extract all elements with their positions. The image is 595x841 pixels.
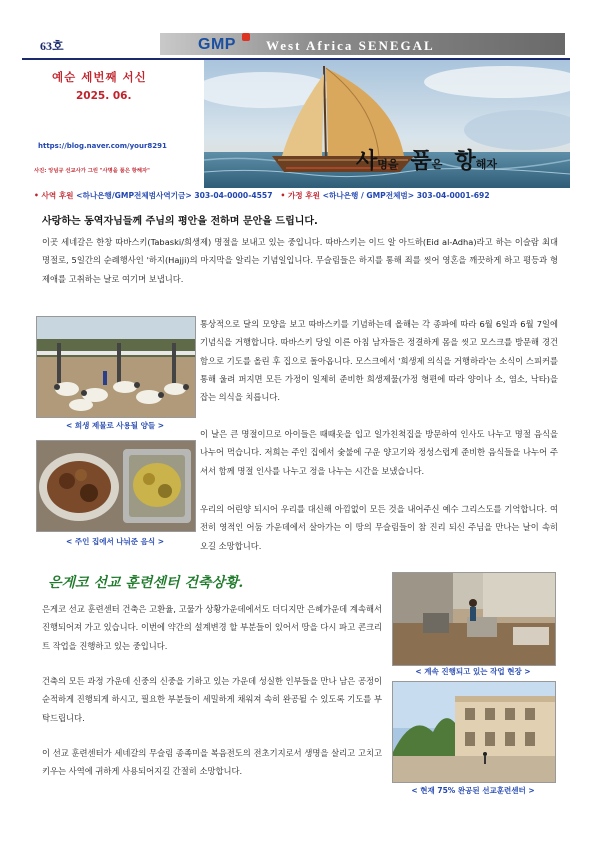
paragraph-holiday: 이 날은 큰 명절이므로 아이들은 때때옷을 입고 일가친척집을 방문하여 인사도 나누고 명절 음식을 나누어 먹습니다. 저희는 주인 집에서 숯불에 구운 양고기와 정성스럽게 준비한 음식들을 나누어 주셔서 함께 명절 인사를 나누고 정을 나누는 시간을 보냈습니다. — [200, 429, 558, 476]
paragraph-prayer: 우리의 어린양 되시어 우리를 대신해 아낌없이 모든 것을 내어주신 예수 그리스도를 기억합니다. 여전히 영적인 어둠 가운데에서 살아가는 이 땅의 무슬림들이 참 진리 되신 주님을 만나는 날이 속히 오길 소망합니다. — [200, 504, 558, 551]
gmp-logo: GMP — [198, 36, 236, 53]
caption-center: < 현재 75% 완공된 선교훈련센터 > — [411, 786, 535, 795]
greeting: 사랑하는 동역자님들께 주님의 평안을 전하며 문안을 드립니다. — [42, 216, 318, 227]
motto — [356, 144, 566, 178]
construction-site-photo — [392, 572, 556, 666]
letter-title: 예순 세번째 서신 — [52, 70, 147, 84]
caption-site: < 계속 진행되고 있는 작업 현장 > — [415, 667, 531, 676]
motto-char-3: 항 — [454, 148, 476, 173]
motto-suffix-2: 은 — [431, 159, 443, 171]
painting-credit: 사진: 앙넘규 선교사가 그린 "사명을 품은 항해자" — [34, 168, 150, 174]
account-label-ministry: 사역 후원 — [41, 191, 74, 200]
motto-suffix-3: 해자 — [475, 159, 497, 171]
motto-suffix-1: 명을 — [377, 159, 399, 171]
paragraph-center-hope: 이 선교 훈련센터가 세네갈의 무슬림 종족미을 복음전도의 전초기지로서 생명을 살리고 고치고 키우는 사역에 귀하게 사용되어지길 간절히 소망합니다. — [42, 748, 382, 777]
sheep-photo — [36, 316, 196, 418]
support-accounts — [34, 190, 574, 201]
training-center-photo — [392, 681, 556, 783]
banner-title: West Africa SENEGAL — [266, 38, 435, 53]
caption-food: < 주인 집에서 나눠준 음식 > — [65, 537, 165, 546]
food-photo — [36, 440, 196, 532]
paragraph-tabaski-intro: 이곳 세네갈은 한창 따바스키(Tabaski/희생제) 명절을 보내고 있는 중입니다. 따바스키는 이드 알 아드하(Eid al-Adha)라고 하는 이슬람 최대 명절로, 5일간의 순례행사인 '하지(Hajji)의 마지막을 알리는 기념일입니다. 무슬림들은 하지를 통해 죄를 씻어 영혼을 깨끗하게 하고 평등과 형제애를 고취하는 날로 여기며 보냅니다. — [42, 237, 558, 284]
motto-char-2: 품 — [410, 148, 432, 173]
blog-link[interactable]: https://blog.naver.com/your8291 — [38, 142, 167, 150]
paragraph-construction-status: 은게코 선교 훈련센터 건축은 고환율, 고물가 상황가운데에서도 더디지만 은혜가운데 계속해서 진행되어져 가고 있습니다. 이번에 약간의 설계변경 할 부분들이 있어서 땅을 다시 파고 콘크리트 작업을 진행하고 있는 중입니다. — [42, 604, 382, 651]
letter-date: 2025. 06. — [76, 90, 132, 102]
logo-mark-icon — [242, 33, 250, 41]
motto-char-1: 사 — [356, 148, 378, 173]
paragraph-construction-prayer: 건축의 모든 과정 가운데 신중의 신중을 기하고 있는 가운데 성실한 인부들을 만나 남은 공정이 순적하게 진행되게 하시고, 필요한 부분들이 세밀하게 채워져 속히 완공될 수 있도록 기도를 부탁드립니다. — [42, 676, 382, 723]
issue-number: 63호 — [40, 39, 64, 53]
paragraph-tabaski-ritual: 통상적으로 달의 모양을 보고 따바스키를 기념하는데 올해는 각 종파에 따라 6월 6일과 6월 7일에 기념식을 거행합니다. 따바스키 당일 이른 아침 남자들은 정결하게 몸을 씻고 모스크를 방문해 경건함으로 기도를 올린 후 집으로 돌아옵니다. 모스크에서 '희생제 의식을 거행하라'는 소식이 스피커를 통해 울려 퍼지면 모든 가정이 일제히 준비한 희생제물(가정 형편에 따라 양이나 소, 염소, 낙타)을 잡는 의식을 치릅니다. — [200, 319, 558, 403]
bullet-icon: • — [34, 191, 39, 200]
account-family: <하나은행 / GMP전체범> 303-04-0001-692 — [322, 191, 490, 200]
account-label-family: 가정 후원 — [287, 191, 320, 200]
bullet-icon: • — [280, 191, 286, 200]
section-title-construction: 은게코 선교 훈련센터 건축상황. — [48, 575, 244, 591]
caption-sheep: < 희생 제물로 사용될 양들 > — [65, 421, 165, 430]
account-ministry: <하나은행/GMP전체범사역기금> 303-04-0000-4557 — [76, 191, 273, 200]
